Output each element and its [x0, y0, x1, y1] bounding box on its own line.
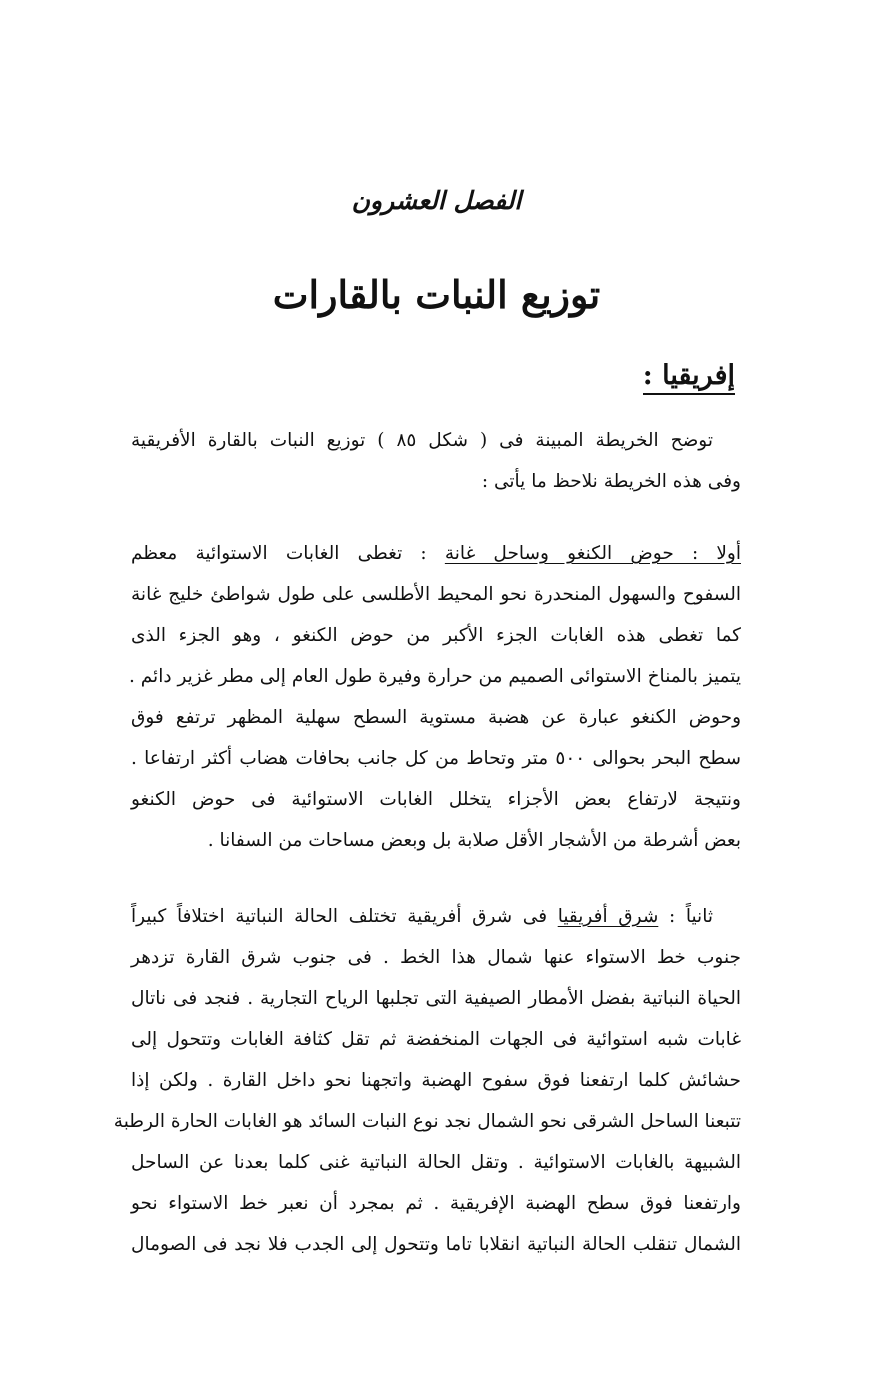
paragraph-line: يتميز بالمناخ الاستوائى الصميم من حرارة وفيرة طول العام إلى مطر غزير دائم . [128, 666, 741, 687]
point-2-heading: شرق أفريقيا [557, 906, 659, 927]
chapter-title: الفصل العشرون [351, 186, 522, 215]
paragraph-line: وحوض الكنغو عبارة عن هضبة مستوية السطح سهلية المظهر ترتفع فوق [131, 707, 741, 728]
paragraph-line: غابات شبه استوائية فى الجهات المنخفضة ثم تقل كثافة الغابات وتتحول إلى [131, 1029, 741, 1050]
paragraph-line: بعض أشرطة من الأشجار الأقل صلابة بل وبعض مساحات من السفانا . [207, 830, 741, 851]
point-1-paragraph [128, 533, 741, 861]
point-2-lead: ثانياً : [658, 906, 713, 927]
section-heading: إفريقيا : [643, 360, 735, 395]
paragraph-line: تتبعنا الساحل الشرقى نحو الشمال نجد نوع النبات السائد هو الغابات الحارة الرطبة [113, 1111, 741, 1132]
paragraph-line: الشبيهة بالغابات الاستوائية . وتقل الحالة النباتية غنى كلما بعدنا عن الساحل [131, 1152, 741, 1173]
paragraph-line: سطح البحر بحوالى ٥٠٠ متر وتحاط من كل جانب بحافات هضاب أكثر ارتفاعا . [131, 748, 741, 769]
intro-paragraph [131, 420, 741, 502]
point-2-first-line [131, 896, 741, 937]
page-title: توزيع النبات بالقارات [272, 272, 601, 317]
point-2-paragraph [113, 896, 741, 1265]
paragraph-line: الشمال تنقلب الحالة النباتية انقلابا تاما وتتحول إلى الجدب فلا نجد فى الصومال [131, 1234, 741, 1255]
point-1-first-line [131, 533, 741, 574]
paragraph-line: جنوب خط الاستواء عنها شمال هذا الخط . فى جنوب شرق القارة تزدهر [131, 947, 741, 968]
paragraph-line: السفوح والسهول المنحدرة نحو المحيط الأطلسى على طول شواطئ خليج غانة [131, 584, 741, 605]
paragraph-line: كما تغطى هذه الغابات الجزء الأكبر من حوض الكنغو ، وهو الجزء الذى [131, 625, 741, 646]
paragraph-line: ونتيجة لارتفاع بعض الأجزاء يتخلل الغابات الاستوائية فى حوض الكنغو [131, 789, 741, 810]
intro-line-1: توضح الخريطة المبينة فى ( شكل ٨٥ ) توزيع النبات بالقارة الأفريقية [131, 430, 714, 451]
intro-line-2: وفى هذه الخريطة نلاحظ ما يأتى : [481, 471, 741, 492]
paragraph-line: حشائش كلما ارتفعنا فوق سفوح الهضبة واتجهنا نحو داخل القارة . ولكن إذا [131, 1070, 741, 1091]
point-1-heading: أولا : حوض الكنغو وساحل غانة [444, 543, 741, 564]
paragraph-line: الحياة النباتية بفضل الأمطار الصيفية التى تجلبها الرياح التجارية . فنجد فى ناتال [131, 988, 741, 1009]
point-2-first-text: فى شرق أفريقية تختلف الحالة النباتية اختلافاً كبيراً [131, 906, 558, 927]
paragraph-line: وارتفعنا فوق سطح الهضبة الإفريقية . ثم بمجرد أن نعبر خط الاستواء نحو [131, 1193, 741, 1214]
point-1-first-text: : تغطى الغابات الاستوائية معظم [131, 543, 445, 564]
